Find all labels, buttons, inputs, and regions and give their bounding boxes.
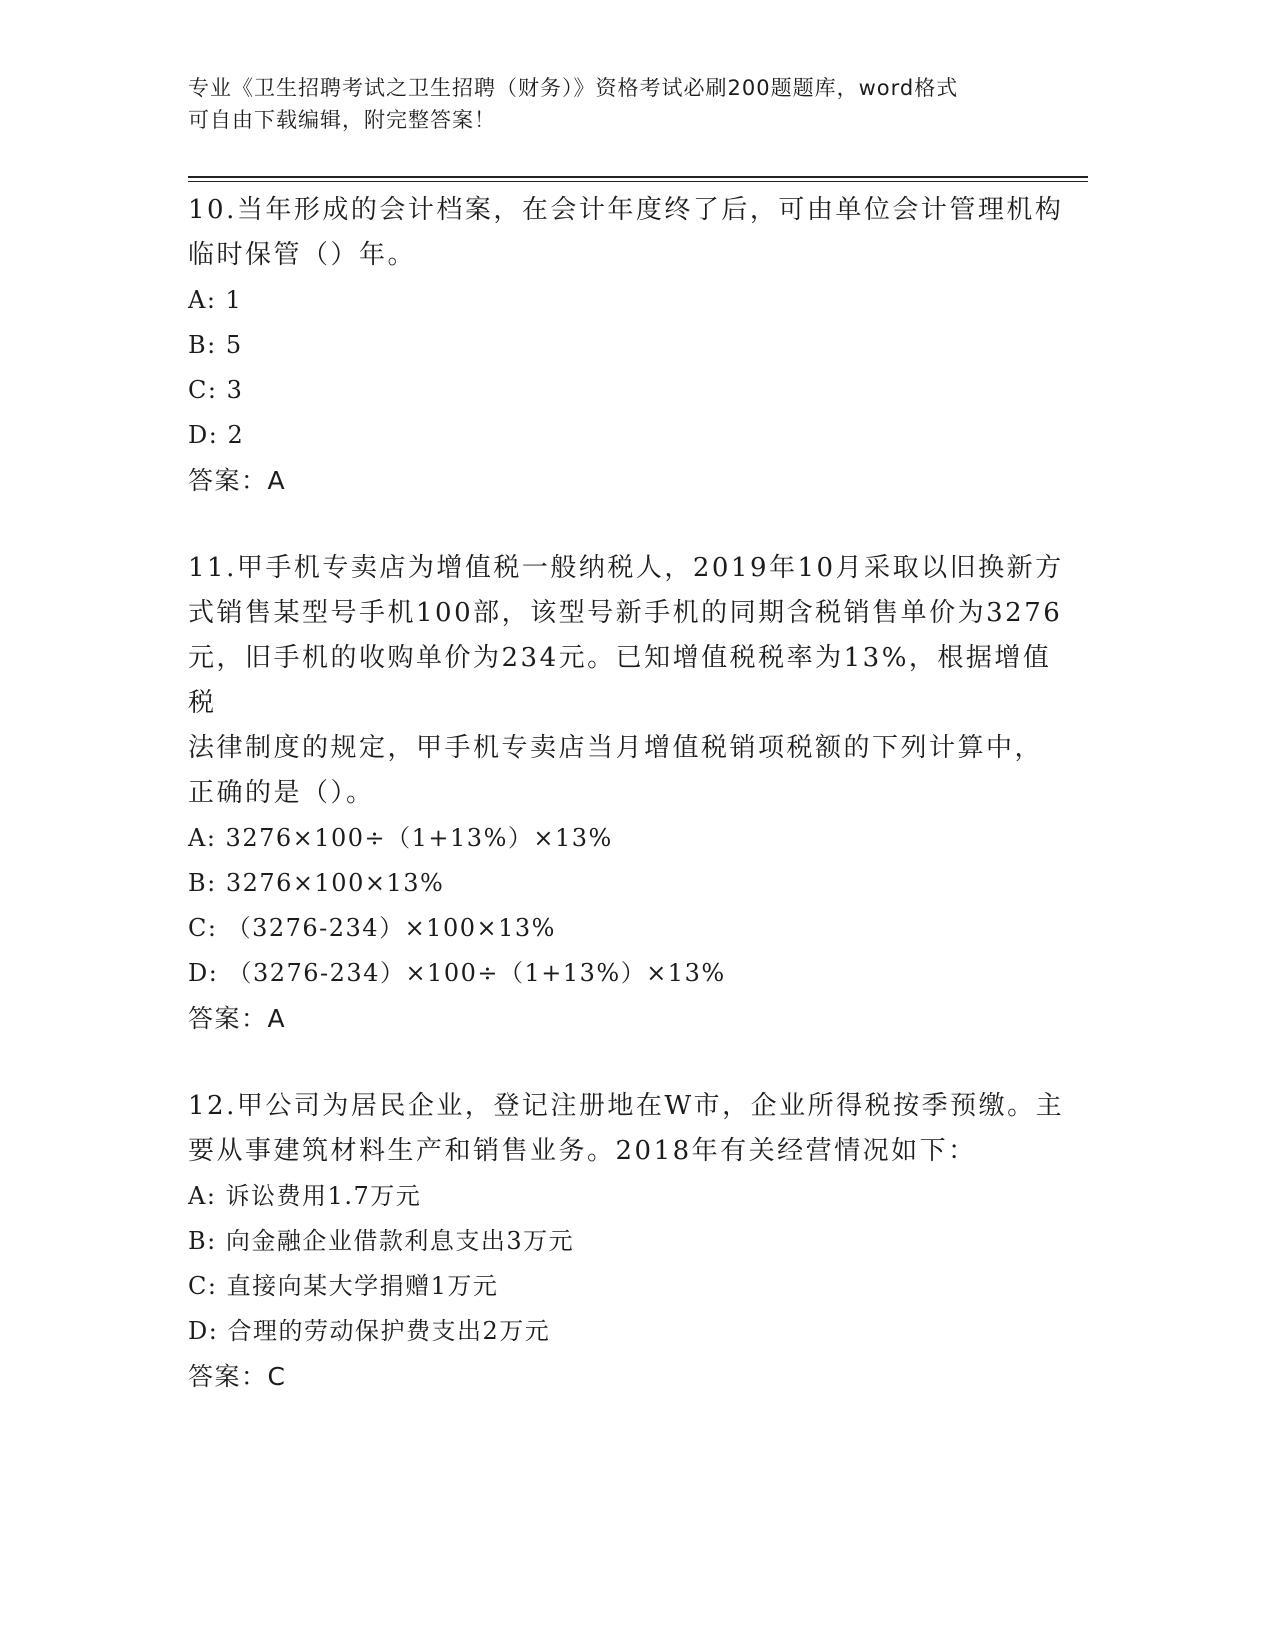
question-stem-line: 12.甲公司为居民企业，登记注册地在W市，企业所得税按季预缴。主 [188,1091,1065,1121]
question-list [188,188,1078,1442]
question-stem-line: 临时保管（）年。 [188,240,417,270]
option-a: A: 3276×100÷（1+13%）×13% [188,824,613,852]
option-b: B: 3276×100×13% [188,869,445,897]
question-stem-line: 元，旧手机的收购单价为234元。已知增值税税率为13%，根据增值税 [188,643,1052,718]
question-stem-line: 正确的是（）。 [188,778,375,808]
option-c: C: 直接向某大学捐赠1万元 [188,1272,499,1300]
question-stem-line: 法律制度的规定，甲手机专卖店当月增值税销项税额的下列计算中， [188,733,1044,763]
question-11 [188,546,1078,1041]
header-divider [188,176,1088,182]
option-c: C: （3276-234）×100×13% [188,914,556,942]
answer-line: 答案：A [188,1004,287,1033]
document-header [188,72,1088,136]
answer-line: 答案：A [188,466,287,495]
header-line-2: 可自由下载编辑，附完整答案！ [188,108,496,132]
question-12 [188,1084,1078,1399]
option-d: D: 2 [188,421,245,449]
option-c: C: 3 [188,376,244,404]
option-b: B: 5 [188,331,243,359]
question-stem-line: 10.当年形成的会计档案，在会计年度终了后，可由单位会计管理机构 [188,195,1064,225]
question-stem-line: 要从事建筑材料生产和销售业务。2018年有关经营情况如下： [188,1136,977,1166]
option-d: D: 合理的劳动保护费支出2万元 [188,1317,551,1345]
option-a: A: 诉讼费用1.7万元 [188,1182,422,1210]
option-d: D: （3276-234）×100÷（1+13%）×13% [188,959,726,987]
option-a: A: 1 [188,286,243,314]
header-line-1: 专业《卫生招聘考试之卫生招聘（财务）》资格考试必刷200题题库，word格式 [188,76,959,100]
answer-line: 答案：C [188,1362,287,1391]
option-b: B: 向金融企业借款利息支出3万元 [188,1227,575,1255]
question-stem-line: 11.甲手机专卖店为增值税一般纳税人，2019年10月采取以旧换新方 [188,553,1064,583]
question-stem-line: 式销售某型号手机100部，该型号新手机的同期含税销售单价为3276 [188,598,1063,628]
question-10 [188,188,1078,503]
